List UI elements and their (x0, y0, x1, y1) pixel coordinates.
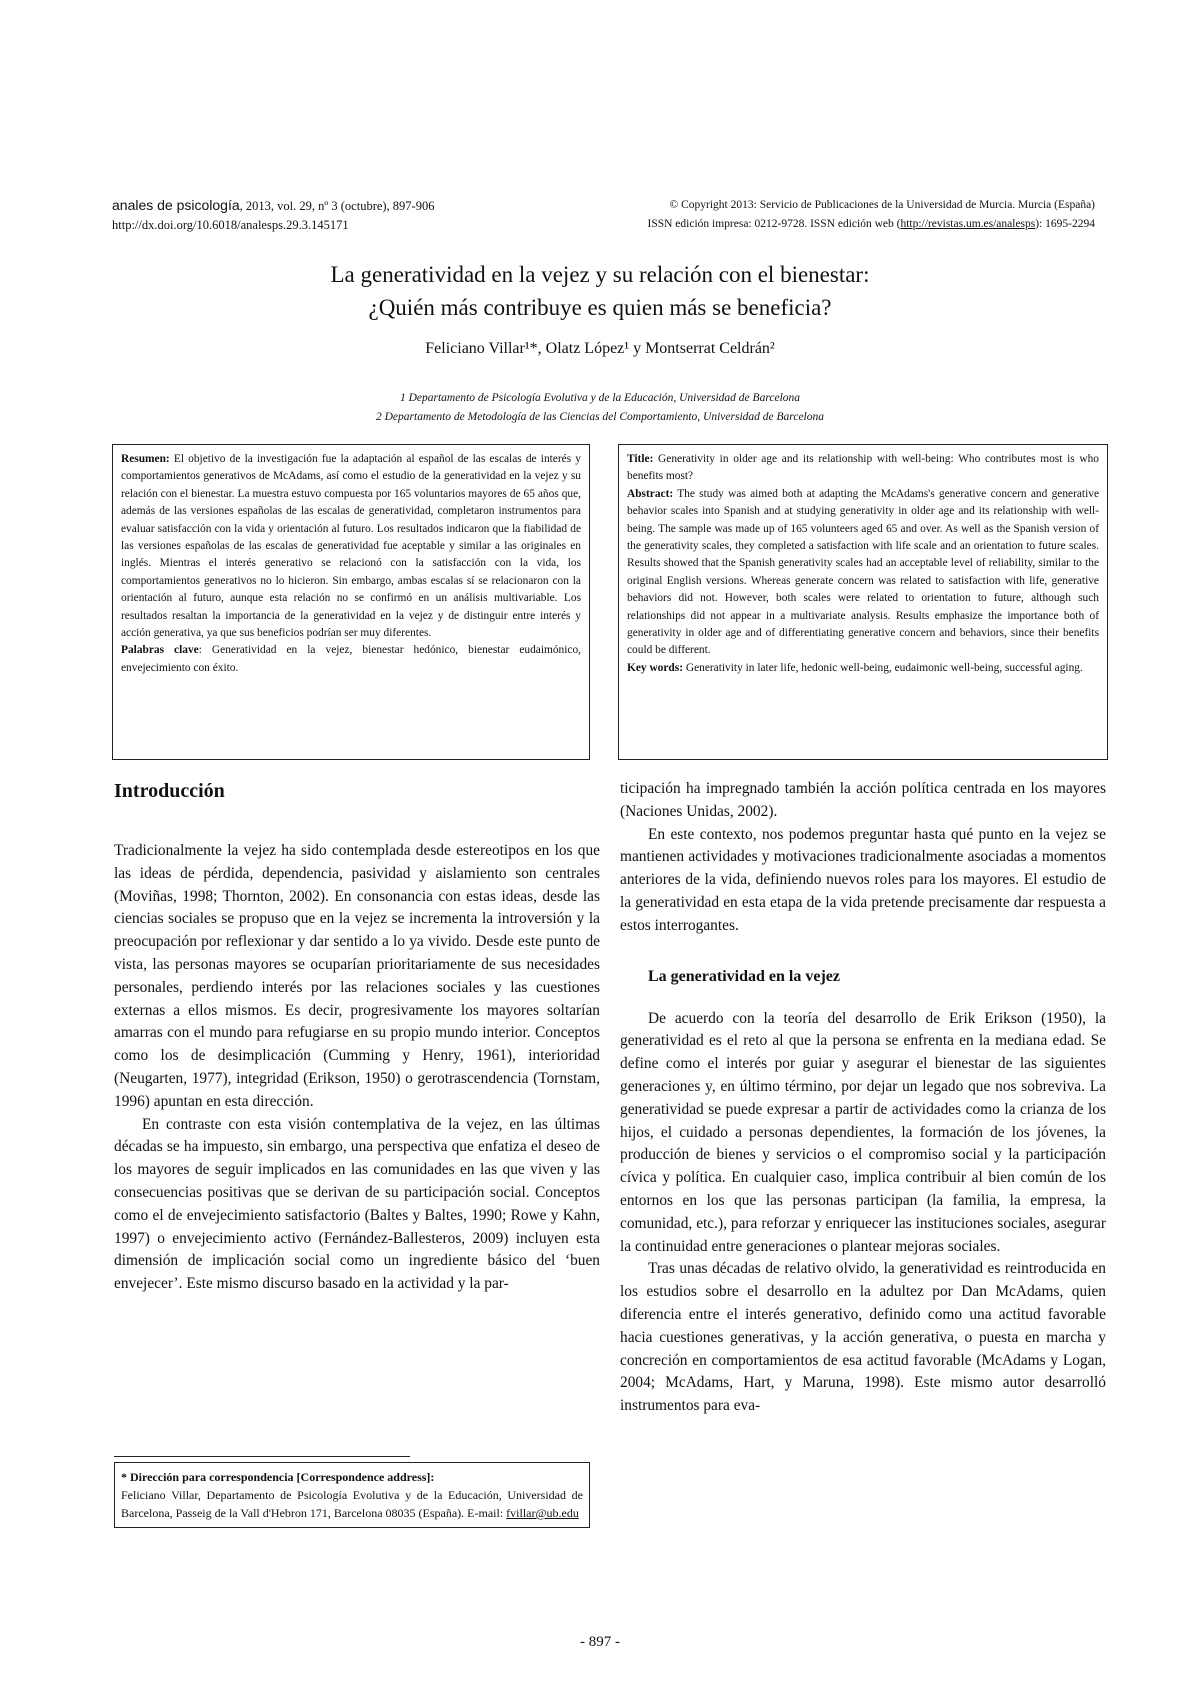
subsection-heading: La generatividad en la vejez (648, 967, 840, 985)
title-line-2: ¿Quién más contribuye es quien más se beneficia? (368, 295, 832, 320)
affiliations (0, 389, 1200, 427)
section-heading-introduccion: Introducción (114, 780, 225, 802)
abstract-spanish (112, 444, 590, 760)
correspondence-box (114, 1462, 590, 1528)
english-title-text: Generativity in older age and its relationship with well-being: Who contributes most is who benefits most? (627, 453, 1099, 483)
key-words-label: Key words: (627, 661, 683, 674)
journal-web-link[interactable]: http://revistas.um.es/analesps (900, 218, 1036, 230)
body-paragraph: Tradicionalmente la vejez ha sido contemplada desde estereotipos en los que las ideas de pérdida, dependencia, pasividad y aislamiento son centrales (Moviñas, 1998; Thornton, 2002). En consonancia con estas ideas, desde las ciencias sociales se propuso que en la vejez se incrementa la introversión y la preocupación por reflexionar y dar sentido a lo ya vivido. Desde este punto de vista, las personas mayores se ocuparían prioritariamente de sus necesidades personales, perdiendo interés por las relaciones sociales y las cuestiones externas a ellos mismos. Es decir, progresivamente los mayores soltarían amarras con el mundo para refugiarse en su propio mundo interior. Conceptos como los de desimplicación (Cumming y Henry, 1961), interioridad (Neugarten, 1977), integridad (Erikson, 1950) o gerotrascendencia (Tornstam, 1996) apuntan en esta dirección. (114, 842, 600, 1110)
authors: Feliciano Villar¹*, Olatz López¹ y Montserrat Celdrán² (425, 340, 775, 357)
email-link[interactable]: fvillar@ub.edu (506, 1506, 579, 1520)
doi-link[interactable]: http://dx.doi.org/10.6018/analesps.29.3.145171 (112, 218, 349, 232)
body-paragraph: En este contexto, nos podemos preguntar hasta qué punto en la vejez se mantienen actividades y motivaciones tradicionalmente asociadas a momentos anteriores de la vida, definiendo nuevos roles para los mayores. El estudio de la generatividad en esta etapa de la vida pretende precisamente dar respuesta a estos interrogantes. (620, 825, 1106, 934)
title-line-1: La generatividad en la vejez y su relación con el bienestar: (330, 262, 870, 287)
journal-header (112, 196, 434, 235)
correspondence-label: * Dirección para correspondencia [Correspondence address]: (121, 1470, 435, 1484)
copyright-header (535, 196, 1095, 234)
body-paragraph: ticipación ha impregnado también la acción política centrada en los mayores (Naciones Unidas, 2002). (620, 780, 1106, 820)
paper-title (0, 258, 1200, 324)
issn-suffix: ): 1695-2294 (1035, 218, 1095, 230)
body-column-right (620, 778, 1106, 1418)
footnote-divider (114, 1456, 410, 1457)
title-label: Title: (627, 453, 654, 465)
palabras-clave-text: : Generatividad en la vejez, bienestar hedónico, bienestar eudaimónico, envejecimiento con éxito. (121, 644, 581, 674)
body-paragraph: En contraste con esta visión contemplativa de la vejez, en las últimas décadas se ha impuesto, sin embargo, una perspectiva que enfatiza el deseo de los mayores de seguir implicados en las comunidades en las que viven y las consecuencias positivas que se derivan de su participación social. Conceptos como el de envejecimiento satisfactorio (Baltes y Baltes, 1990; Rowe y Kahn, 1997) o envejecimiento activo (Fernández-Ballesteros, 2009) incluyen esta dimensión de implicación social como un ingrediente básico del ‘buen envejecer’. Este mismo discurso basado en la actividad y la par- (114, 1115, 600, 1293)
body-paragraph: De acuerdo con la teoría del desarrollo de Erik Erikson (1950), la generatividad es el reto al que la persona se enfrenta en la mediana edad. Se define como el interés por guiar y asegurar el bienestar de las siguientes generaciones y, en último término, por dejar un legado que nos sobreviva. La generatividad se puede expresar a partir de actividades como la crianza de los hijos, el cuidado a personas dependientes, la formación de los jóvenes, la producción de bienes y servicios o el compromiso social y la participación cívica y política. En cualquier caso, implica contribuir al bien común de los entornos en los que las personas participan (la familia, la empresa, la comunidad, etc.), para reforzar y enriquecer las instituciones sociales, asegurar la continuidad entre generaciones o plantear mejoras sociales. (620, 1009, 1106, 1255)
resumen-label: Resumen: (121, 453, 170, 465)
journal-name: anales de psicología (112, 197, 240, 213)
journal-meta: , 2013, vol. 29, nº 3 (octubre), 897-906 (239, 199, 435, 213)
page-number: - 897 - (580, 1634, 620, 1650)
body-paragraph: Tras unas décadas de relativo olvido, la generatividad es reintroducida en los estudios sobre el desarrollo en la adultez por Dan McAdams, quien diferencia entre el interés generativo, definido como una actitud favorable hacia cuestiones generativas, y la acción generativa, o puesta en marcha y concreción en comportamientos de esa actitud favorable (McAdams y Logan, 2004; McAdams, Hart, y Maruna, 1998). Este mismo autor desarrolló instrumentos para eva- (620, 1260, 1106, 1415)
affiliation-1: 1 Departamento de Psicología Evolutiva y de la Educación, Universidad de Barcelona (399, 392, 801, 404)
issn-prefix: ISSN edición impresa: 0212-9728. ISSN edición web ( (647, 218, 901, 230)
abstract-text: The study was aimed both at adapting the McAdams's generative concern and generative behavior scales into Spanish and at studying generativity in older age and its relationship with well-being. The sample was made up of 165 volunteers aged 65 and over. As well as the Spanish version of the generativity scales, they completed a satisfaction with life scale and an orientation to future scales. Results showed that the Spanish generativity scales had an acceptable level of reliability, similar to the original English versions. Whereas generate concern was related to satisfaction with life, generative behaviors did not. However, both scales were related to orientation to future, although such relationships did not appear in a multivariate analysis. Results emphasize the importance both of generativity in older age and of differentiating generative concern and behaviors, since their benefits could be different. (627, 487, 1099, 657)
key-words-text: Generativity in later life, hedonic well-being, eudaimonic well-being, successful aging. (683, 661, 1083, 674)
body-column-left (114, 778, 600, 1296)
copyright-text: © Copyright 2013: Servicio de Publicaciones de la Universidad de Murcia. Murcia (España) (669, 199, 1095, 211)
correspondence-text: Feliciano Villar, Departamento de Psicología Evolutiva y de la Educación, Universidad de Barcelona, Passeig de la Vall d'Hebron 171, Barcelona 08035 (España). E-mail: (121, 1488, 583, 1520)
affiliation-2: 2 Departamento de Metodología de las Ciencias del Comportamiento, Universidad de Barcelona (375, 411, 824, 423)
resumen-text: El objetivo de la investigación fue la adaptación al español de las escalas de interés y comportamientos generativos de McAdams, así como el estudio de la generatividad en la vejez y su relación con el bienestar. La muestra estuvo compuesta por 165 voluntarios mayores de 65 años que, además de las versiones españolas de las escalas de generatividad, completaron instrumentos para evaluar satisfacción con la vida y orientación al futuro. Los resultados indicaron que la fiabilidad de las versiones españolas de las escalas de generatividad fue aceptable y similar a las originales en inglés. Mientras el interés generativo se relacionó con la satisfacción con la vida, los comportamientos generativos no lo hicieron. Sin embargo, ambas escalas sí se relacionaron con la orientación al futuro, aunque esta relación no se confirmó en un análisis multivariable. Los resultados resaltan la importancia de la generatividad en la vejez y de distinguir entre interés y acción generativa, ya que sus beneficios podrían ser muy diferentes. (121, 453, 581, 640)
abstract-label: Abstract: (627, 487, 674, 500)
palabras-clave-label: Palabras clave (121, 644, 199, 657)
abstract-english (618, 444, 1108, 760)
